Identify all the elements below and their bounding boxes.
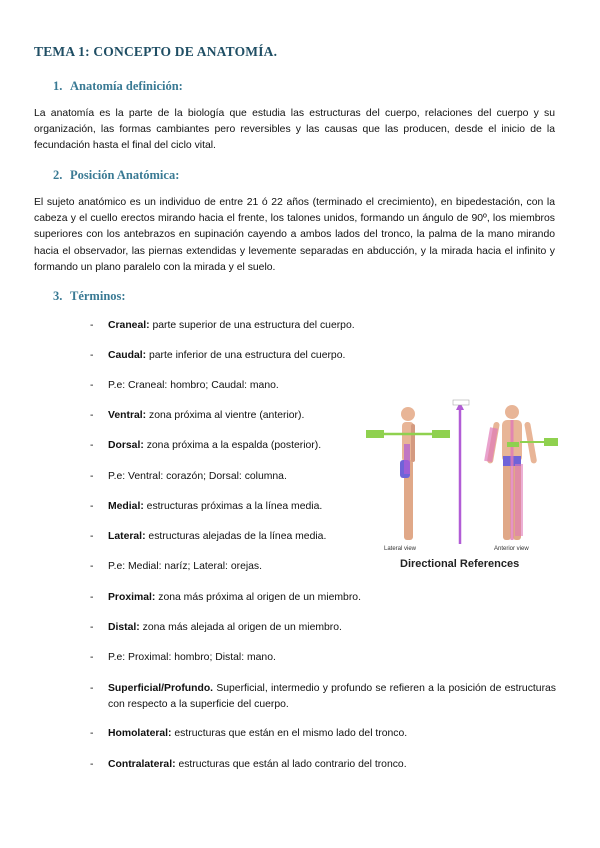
- term-label: Homolateral:: [108, 728, 172, 739]
- term-label: Medial:: [108, 501, 144, 512]
- section-heading-terms: [53, 289, 126, 304]
- section-heading-definition: [53, 79, 183, 94]
- term-item: [90, 438, 350, 454]
- lateral-view-label: Lateral view: [384, 546, 417, 552]
- list-dash: -: [90, 652, 94, 663]
- section-number: 2.: [53, 168, 63, 182]
- term-item: [90, 559, 360, 575]
- list-dash: -: [90, 561, 94, 572]
- list-dash: -: [90, 410, 94, 421]
- term-label: Superficial/Profundo.: [108, 683, 214, 694]
- term-definition: estructuras que están al lado contrario del tronco.: [175, 759, 407, 770]
- section-heading-text: Posición Anatómica:: [70, 168, 180, 182]
- term-item: [90, 499, 360, 515]
- list-dash: -: [90, 471, 94, 482]
- term-item: [90, 726, 556, 742]
- term-item: [90, 469, 350, 485]
- term-definition: zona próxima a la espalda (posterior).: [143, 440, 322, 451]
- figure-caption: Directional References: [400, 558, 520, 570]
- term-item: [90, 590, 556, 606]
- term-definition: P.e: Proximal: hombro; Distal: mano.: [108, 652, 276, 663]
- term-item: [90, 529, 360, 545]
- term-item: [90, 348, 370, 364]
- term-label: Caudal:: [108, 350, 147, 361]
- term-definition: estructuras próximas a la línea media.: [143, 501, 323, 512]
- term-label: Proximal:: [108, 592, 156, 603]
- term-item: [90, 681, 556, 712]
- term-item: [90, 757, 556, 773]
- term-label: Lateral:: [108, 531, 146, 542]
- list-dash: -: [90, 622, 94, 633]
- section-heading-text: Términos:: [70, 289, 126, 303]
- term-definition: estructuras que están en el mismo lado del tronco.: [171, 728, 408, 739]
- term-item: [90, 378, 350, 394]
- term-label: Craneal:: [108, 320, 150, 331]
- term-definition: parte inferior de una estructura del cuerpo.: [146, 350, 346, 361]
- anterior-view-label: Anterior view: [494, 546, 529, 552]
- list-dash: -: [90, 350, 94, 361]
- term-item: [90, 318, 370, 334]
- paragraph-definition: La anatomía es la parte de la biología que estudia las estructuras del cuerpo, relaciones del cuerpo y su organización, las formas cambiantes pero reversibles y las causas que las producen, desde el inicio de la fecundación hasta el final del ciclo vital.: [34, 108, 555, 152]
- term-item: [90, 650, 556, 666]
- term-definition: estructuras alejadas de la línea media.: [145, 531, 327, 542]
- term-definition: zona más alejada al origen de un miembro.: [139, 622, 342, 633]
- section-heading-position: [53, 168, 179, 183]
- term-label: Contralateral:: [108, 759, 176, 770]
- list-dash: -: [90, 380, 94, 391]
- term-definition: zona próxima al vientre (anterior).: [146, 410, 305, 421]
- term-label: Ventral:: [108, 410, 147, 421]
- list-dash: -: [90, 320, 94, 331]
- term-label: Distal:: [108, 622, 140, 633]
- section-heading-text: Anatomía definición:: [70, 79, 183, 93]
- term-definition: parte superior de una estructura del cuerpo.: [149, 320, 355, 331]
- term-definition: P.e: Medial: naríz; Lateral: orejas.: [108, 561, 263, 572]
- list-dash: -: [90, 531, 94, 542]
- term-item: [90, 408, 350, 424]
- list-dash: -: [90, 759, 94, 770]
- directional-references-figure: [362, 398, 562, 578]
- list-dash: -: [90, 440, 94, 451]
- list-dash: -: [90, 728, 94, 739]
- term-definition: P.e: Craneal: hombro; Caudal: mano.: [108, 380, 279, 391]
- term-label: Dorsal:: [108, 440, 144, 451]
- lateral-figure: [400, 407, 415, 540]
- anatomy-illustration: [362, 398, 562, 558]
- term-definition: Superficial, intermedio y profundo se refieren a la posición de estructuras con respecto a la superficie del cuerpo.: [108, 683, 556, 710]
- document-title: TEMA 1: CONCEPTO DE ANATOMÍA.: [34, 44, 278, 59]
- term-item: [90, 620, 556, 636]
- section-number: 3.: [53, 289, 63, 303]
- list-dash: -: [90, 683, 94, 694]
- section-number: 1.: [53, 79, 63, 93]
- term-definition: zona más próxima al origen de un miembro.: [155, 592, 361, 603]
- list-dash: -: [90, 501, 94, 512]
- list-dash: -: [90, 592, 94, 603]
- paragraph-position: El sujeto anatómico es un individuo de entre 21 ó 22 años (terminado el crecimiento), en bipedestación, con la cabeza y el cuello erectos mirando hacia el frente, los talones unidos, formando un ángulo de 90º, los miembros superiores con los antebrazos en supinación cayendo a ambos lados del tronco, la palma de la mano mirando hacia el observador, las piernas extendidas y levemente separadas en abducción, y la mirada hacia el infinito y formando un plano paralelo con la mirada y el suelo.: [34, 197, 555, 273]
- term-definition: P.e: Ventral: corazón; Dorsal: columna.: [108, 471, 287, 482]
